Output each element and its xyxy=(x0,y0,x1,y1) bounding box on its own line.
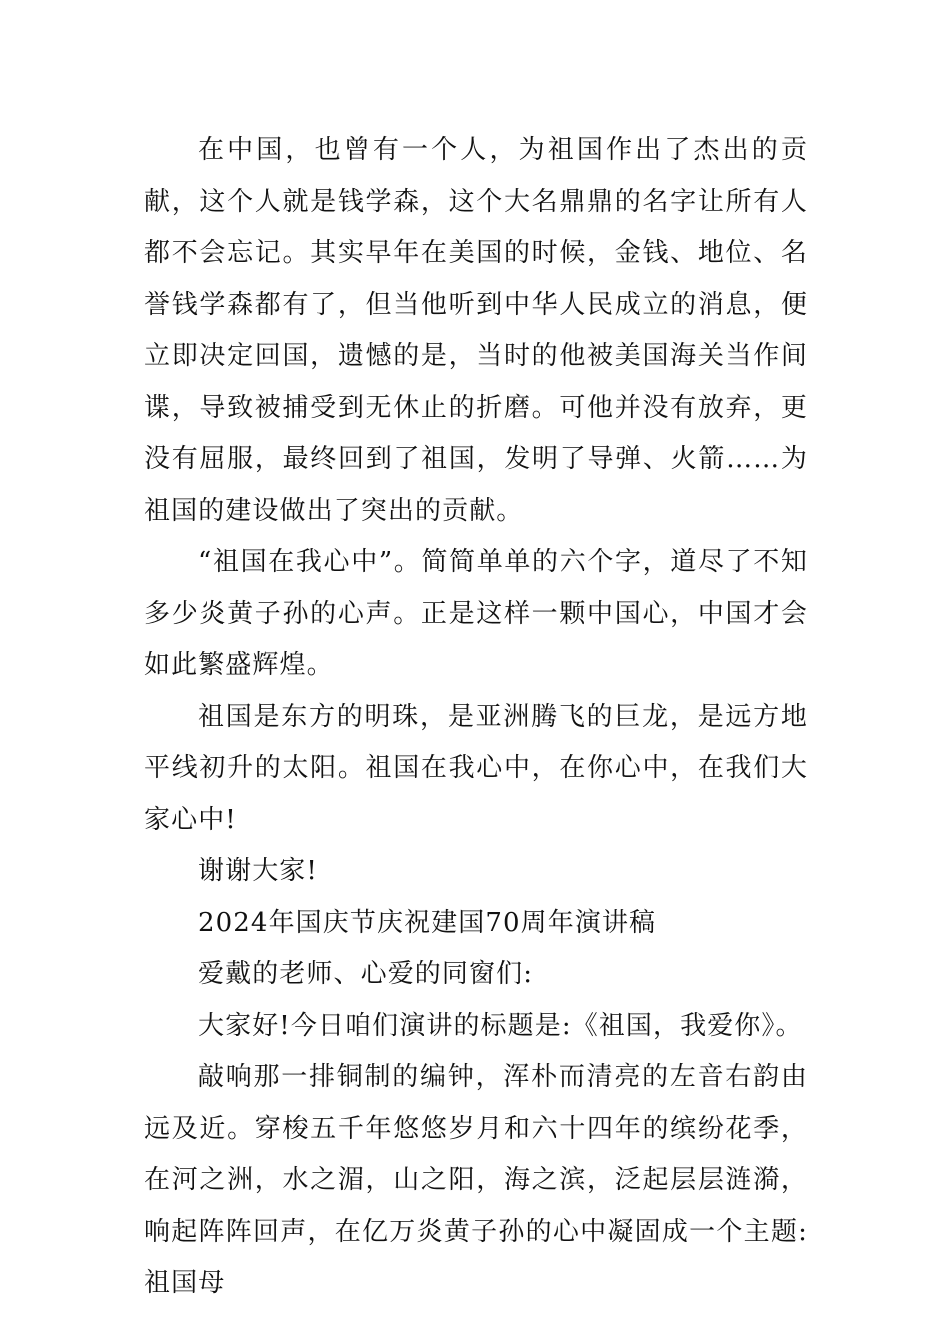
speech-title: 2024年国庆节庆祝建国70周年演讲稿 xyxy=(198,907,657,938)
paragraph-bronze-bells: 敲响那一排铜制的编钟，浑朴而清亮的左音右韵由远及近。穿梭五千年悠悠岁月和六十四年的缤纷花季，在河之洲，水之湄，山之阳，海之滨，泛起层层涟漪，响起阵阵回声，在亿万炎黄子孙的心中凝固成一个主题:祖国母 xyxy=(144,1062,808,1298)
speech-greeting: 爱戴的老师、心爱的同窗们: xyxy=(198,959,534,989)
paragraph-qian-xuesen: 在中国，也曾有一个人，为祖国作出了杰出的贡献，这个人就是钱学森，这个大名鼎鼎的名字让所有人都不会忘记。其实早年在美国的时候，金钱、地位、名誉钱学森都有了，但当他听到中华人民成立的消息，便立即决定回国，遗憾的是，当时的他被美国海关当作间谍，导致被捕受到无休止的折磨。可他并没有放弃，更没有屈服，最终回到了祖国，发明了导弹、火箭……为祖国的建设做出了突出的贡献。 xyxy=(144,135,808,526)
paragraph-eastern-pearl: 祖国是东方的明珠，是亚洲腾飞的巨龙，是远方地平线初升的太阳。祖国在我心中，在你心中，在我们大家心中! xyxy=(144,701,808,835)
paragraph-thanks: 谢谢大家! xyxy=(198,856,318,886)
paragraph-motherland-in-heart: “祖国在我心中”。简简单单的六个字，道尽了不知多少炎黄子孙的心声。正是这样一颗中国心，中国才会如此繁盛辉煌。 xyxy=(144,547,808,680)
speech-intro: 大家好!今日咱们演讲的标题是:《祖国，我爱你》。 xyxy=(198,1010,803,1041)
document-page xyxy=(144,125,808,1310)
